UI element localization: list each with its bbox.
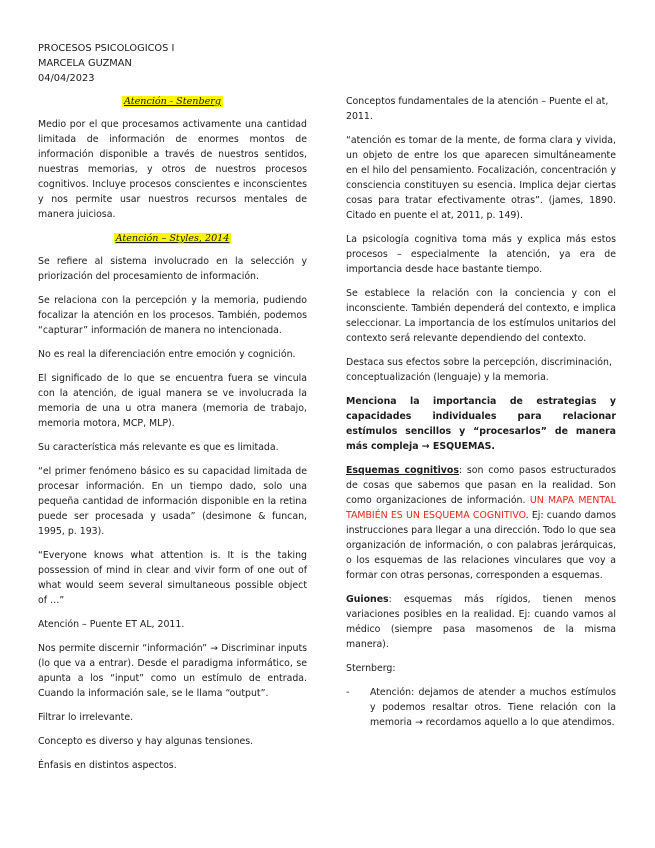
term-label: Guiones: [346, 594, 389, 605]
text-span: : son como pasos estructurados de cosas que sabemos que pasan en la realidad. Son como organizaciones de información.: [346, 465, 616, 506]
paragraph: Se relaciona con la percepción y la memoria, pudiendo focalizar la atención en los procesos. También, podemos “capturar” información de manera no intencionada.: [38, 295, 307, 336]
right-column: [346, 94, 616, 739]
paragraph: Filtrar lo irrelevante.: [38, 712, 134, 723]
text-span: : esquemas más rígidos, tienen menos variaciones posibles en la realidad. Ej: cuando vamos al médico (siempre pasa masomenos de la misma manera).: [346, 594, 616, 650]
paragraph: Énfasis en distintos aspectos.: [38, 760, 177, 771]
paragraph: Conceptos fundamentales de la atención – Puente el at, 2011.: [346, 96, 609, 122]
esquemas-paragraph: [346, 463, 616, 583]
paragraph: La psicología cognitiva toma más y explica más estos procesos – especialmente la atención, ya era de importancia desde hace bastante tiempo.: [346, 234, 616, 275]
paragraph: Destaca sus efectos sobre la percepción, discriminación, conceptualización (lenguaje) y la memoria.: [346, 357, 612, 383]
bold-paragraph: Menciona la importancia de estrategias y capacidades individuales para relacionar estímulos sencillos y “procesarlos” de manera más compleja → ESQUEMAS.: [346, 396, 616, 452]
paragraph: Sternberg:: [346, 663, 396, 674]
paragraph: Medio por el que procesamos activamente una cantidad limitada de información de enormes montos de información disponible a través de nuestros sentidos, nuestras memorias, y otros de nuestros procesos cognitivos. Incluye procesos conscientes e inconscientes y nos permite usar nuestros recursos mentales de manera juiciosa.: [38, 119, 307, 220]
course-title: PROCESOS PSICOLOGICOS I: [38, 43, 175, 54]
highlighted-heading: Atención – Styles, 2014: [115, 233, 230, 244]
quote-paragraph: “atención es tomar de la mente, de forma clara y vivida, un objeto de entre los que aparecen simultáneamente en el hilo del pensamiento. Focalización, concentración y consciencia constituyen su esencia. Implica dejar ciertas cosas para tratar efectivamente otras”. (james, 1890. Citado en puente el at, 2011, p. 149).: [346, 135, 616, 221]
heading-atencion-styles: [38, 231, 307, 246]
document-header: [38, 41, 174, 86]
paragraph: No es real la diferenciación entre emoción y cognición.: [38, 349, 296, 360]
paragraph: Su característica más relevante es que es limitada.: [38, 442, 279, 453]
document-date: 04/04/2023: [38, 73, 95, 84]
red-highlight-text: UN MAPA MENTAL TAMBIÉN ES UN ESQUEMA COGNITIVO: [346, 495, 617, 521]
paragraph: Concepto es diverso y hay algunas tensiones.: [38, 736, 254, 747]
paragraph: Se establece la relación con la conciencia y con el inconsciente. También dependerá del contexto, e implica seleccionar. La importancia de los estímulos unitarios del contexto será relevante dependiendo del contexto.: [346, 288, 616, 344]
paragraph: El significado de lo que se encuentra fuera se vincula con la atención, de igual manera se ve involucrada la memoria de una u otra manera (memoria de trabajo, memoria motora, MCP, MLP).: [38, 373, 307, 429]
bullet-dash: -: [346, 687, 350, 698]
paragraph: Atención – Puente ET AL, 2011.: [38, 619, 185, 630]
paragraph: Se refiere al sistema involucrado en la selección y priorización del procesamiento de información.: [38, 256, 307, 282]
text-span: . Ej: cuando damos instrucciones para llegar a una dirección. Todo lo que sea organización de información, o con palabras jerárquicas, o los esquemas de las relaciones vinculares que voy a formar con otras personas, corresponden a esquemas.: [346, 510, 616, 581]
heading-atencion-stenberg: [38, 94, 307, 109]
list-item-text: Atención: dejamos de atender a muchos estímulos y podemos resaltar otros. Tiene relación con la memoria → recordamos aquello a lo que atendimos.: [370, 687, 616, 728]
guiones-paragraph: [346, 592, 616, 652]
paragraph: Nos permite discernir “información” → Discriminar inputs (lo que va a entrar). Desde el paradigma informático, se apunta a los “input” como un estímulo de entrada. Cuando la información sale, se le llama “output”.: [38, 643, 307, 699]
quote-paragraph: “el primer fenómeno básico es su capacidad limitada de procesar información. En un tiempo dado, solo una pequeña cantidad de información disponible en la retina puede ser procesada y usada” (desimone & funcan, 1995, p. 193).: [38, 466, 307, 537]
list-item: [346, 685, 616, 730]
author-name: MARCELA GUZMAN: [38, 58, 132, 69]
highlighted-heading: Atención - Stenberg: [123, 96, 222, 107]
left-column: [38, 94, 307, 782]
quote-paragraph: “Everyone knows what attention is. It is the taking possession of mind in clear and vivir form of one out of what would seem several simultaneous possible object of …”: [38, 550, 307, 606]
term-label: Esquemas cognitivos: [346, 465, 459, 476]
